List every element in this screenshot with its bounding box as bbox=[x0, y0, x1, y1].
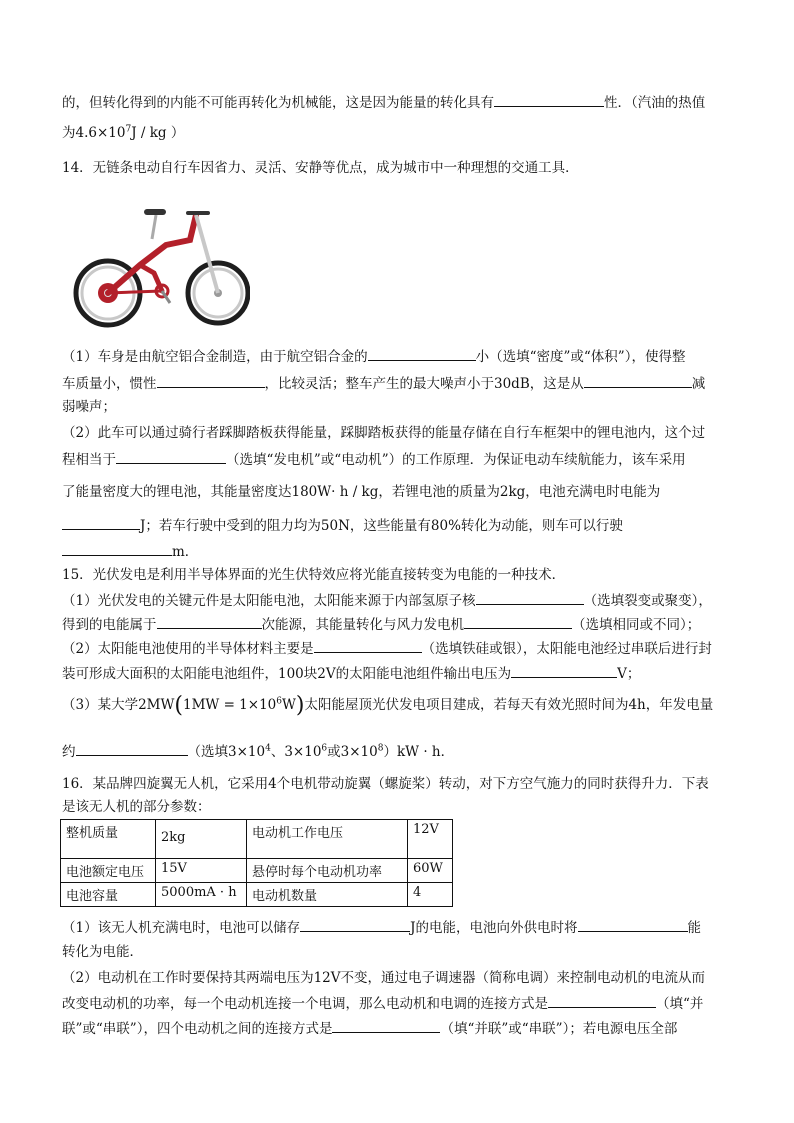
text-line: 为$4.6\times 10^7J$ / kg ） bbox=[62, 124, 185, 141]
text-line: 装可形成大面积的太阳能电池组件，100块2V的太阳能电池组件输出电压为 V； bbox=[62, 663, 640, 684]
text-line: 得到的电能属于 次能源，其能量转化与风力发电机 （选填相同或不同）； bbox=[62, 614, 700, 635]
table-cell: 电动机工作电压 bbox=[247, 820, 408, 859]
text-line: m． bbox=[62, 541, 198, 562]
text-line: J；若车行驶中受到的阻力均为50N，这些能量有80%转化为动能，则车可以行驶 bbox=[62, 515, 623, 536]
text-line: 弱噪声； bbox=[62, 399, 116, 415]
text-line: （1）该无人机充满电时，电池可以储存 J的电能，电池向外供电时将 能 bbox=[62, 917, 701, 938]
answer-blank[interactable] bbox=[300, 917, 410, 932]
table-cell: 4 bbox=[408, 883, 453, 907]
answer-blank[interactable] bbox=[116, 449, 226, 464]
table-cell: 12V bbox=[408, 820, 453, 859]
text-line: （2）太阳能电池使用的半导体材料主要是 （选填铁硅或银），太阳能电池经过串联后进行封 bbox=[62, 638, 712, 659]
question-16-stem: 16．某品牌四旋翼无人机，它采用4个电机带动旋翼（螺旋桨）转动，对下方空气施力的同时获得升力．下表 bbox=[62, 776, 709, 792]
table-cell: 60W bbox=[408, 859, 453, 883]
text-line: （1）光伏发电的关键元件是太阳能电池，太阳能来源于内部氢原子核 （选填裂变或聚变）， bbox=[62, 590, 712, 611]
question-14-stem: 14．无链条电动自行车因省力、灵活、安静等优点，成为城市中一种理想的交通工具． bbox=[62, 160, 579, 176]
table-row bbox=[61, 883, 453, 907]
text-line: 约 （选填$3\times 10^4$、$3\times 10^6$或$3\times 10^8)kW \cdot h$． bbox=[62, 741, 454, 762]
text-line: 的，但转化得到的内能不可能再转化为机械能，这是因为能量的转化具有 性．（汽油的热值 bbox=[62, 92, 705, 113]
answer-blank[interactable] bbox=[511, 663, 617, 678]
electric-bike-image bbox=[70, 195, 250, 335]
text-line: 了能量密度大的锂电池，其能量密度达180W· h / kg，若锂电池的质量为2kg，电池充满电时电能为 bbox=[62, 484, 661, 500]
table-cell: 悬停时每个电动机功率 bbox=[247, 859, 408, 883]
text-line: 联”或“串联”），四个电动机之间的连接方式是 （填“并联”或“串联”）；若电源电压全部 bbox=[62, 1018, 677, 1039]
answer-blank[interactable] bbox=[464, 614, 572, 629]
answer-blank[interactable] bbox=[584, 373, 692, 388]
table-row bbox=[61, 859, 453, 883]
table-row bbox=[61, 820, 453, 859]
table-cell: 整机质量 bbox=[61, 820, 156, 859]
table-cell: 5000mA · h bbox=[156, 883, 247, 907]
text-line: （3）某大学$2MW(1MW = 1\times 10^6W)$太阳能屋顶光伏发电项目建成，若每天有效光照时间为4h，年发电量 bbox=[62, 693, 714, 718]
table-cell: 15V bbox=[156, 859, 247, 883]
text-line: 车质量小，惯性 ，比较灵活；整车产生的最大噪声小于30dB，这是从 减 bbox=[62, 373, 705, 394]
text-line: （2）此车可以通过骑行者踩脚踏板获得能量，踩脚踏板获得的能量存储在自行车框架中的锂电池内，这个过 bbox=[62, 425, 706, 441]
question-15-stem: 15．光伏发电是利用半导体界面的光生伏特效应将光能直接转变为电能的一种技术． bbox=[62, 567, 566, 583]
table-cell: 2kg bbox=[156, 820, 247, 859]
text-line: （1）车身是由航空铝合金制造，由于航空铝合金的 小（选填“密度”或“体积”），使得整 bbox=[62, 346, 685, 367]
answer-blank[interactable] bbox=[368, 346, 476, 361]
answer-blank[interactable] bbox=[62, 541, 172, 556]
text-line: 转化为电能． bbox=[62, 944, 143, 960]
text-line: 改变电动机的功率，每一个电动机连接一个电调，那么电动机和电调的连接方式是 （填“并 bbox=[62, 993, 703, 1014]
answer-blank[interactable] bbox=[76, 741, 188, 756]
text-line: 程相当于 （选填“发电机”或“电动机”）的工作原理．为保证电动车续航能力，该车采用 bbox=[62, 449, 686, 470]
answer-blank[interactable] bbox=[332, 1018, 440, 1033]
answer-blank[interactable] bbox=[157, 614, 262, 629]
drone-parameter-table bbox=[60, 819, 453, 907]
table-cell: 电动机数量 bbox=[247, 883, 408, 907]
answer-blank[interactable] bbox=[548, 993, 656, 1008]
answer-blank[interactable] bbox=[157, 373, 265, 388]
answer-blank[interactable] bbox=[314, 638, 422, 653]
text-line: （2）电动机在工作时要保持其两端电压为12V不变，通过电子调速器（简称电调）来控制电动机的电流从而 bbox=[62, 970, 706, 986]
text-line: 是该无人机的部分参数： bbox=[62, 799, 211, 815]
answer-blank[interactable] bbox=[62, 515, 140, 530]
answer-blank[interactable] bbox=[476, 590, 584, 605]
table-cell: 电池额定电压 bbox=[61, 859, 156, 883]
table-cell: 电池容量 bbox=[61, 883, 156, 907]
answer-blank[interactable] bbox=[578, 917, 688, 932]
answer-blank[interactable] bbox=[494, 92, 604, 107]
